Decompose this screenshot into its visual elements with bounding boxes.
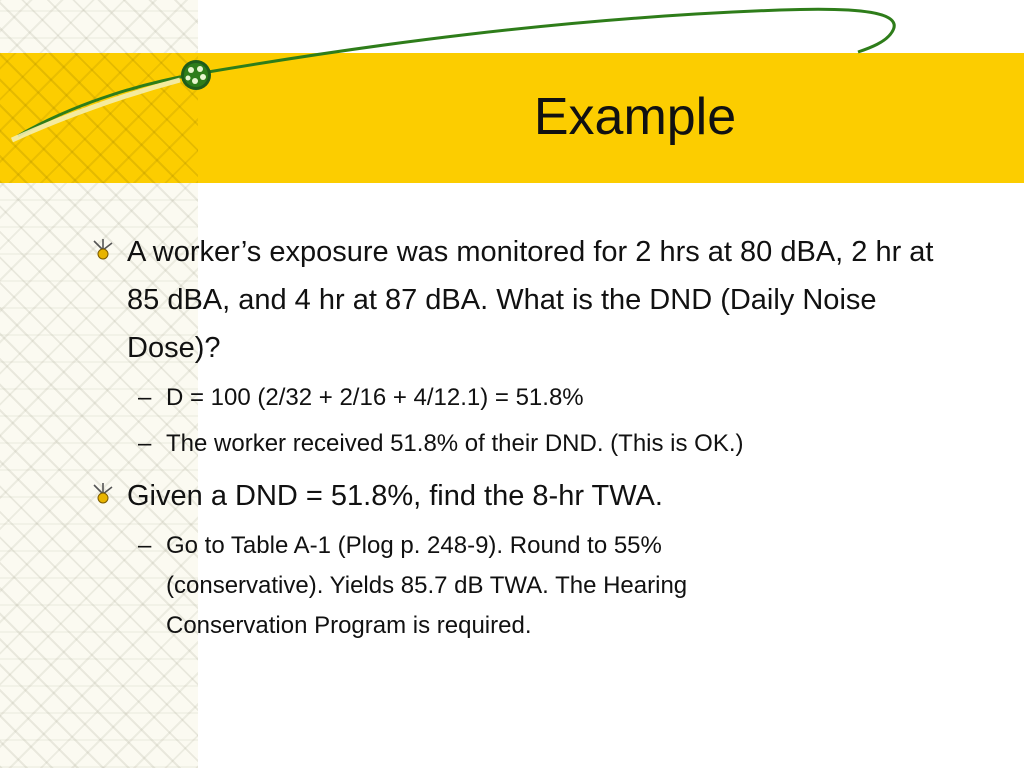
dash-marker: – — [138, 384, 152, 411]
swoosh-ball-icon — [181, 60, 211, 90]
dash-marker: – — [138, 532, 152, 559]
sub-bullet-1-1 — [138, 378, 970, 418]
bullet-item-1 — [90, 228, 970, 372]
sub-bullet-text: Go to Table A-1 (Plog p. 248-9). Round to 55% (conservative). Yields 85.7 dB TWA. The Hearing Conservation Program is required. — [166, 532, 688, 639]
slide-content — [90, 228, 970, 646]
bullet-flower-icon — [90, 481, 116, 507]
bullet-text-1: A worker’s exposure was monitored for 2 hrs at 80 dBA, 2 hr at 85 dBA, and 4 hr at 87 dBA. What is the DND (Daily Noise Dose)? — [127, 236, 934, 364]
dash-marker: – — [138, 430, 152, 457]
sub-bullet-text: The worker received 51.8% of their DND. (This is OK.) — [166, 430, 744, 457]
bullet-text-2: Given a DND = 51.8%, find the 8-hr TWA. — [127, 480, 663, 512]
sub-bullet-text: D = 100 (2/32 + 2/16 + 4/12.1) = 51.8% — [166, 384, 584, 411]
bullet-flower-icon — [90, 237, 116, 263]
swoosh-light-trail — [12, 80, 180, 140]
sub-bullet-2-1 — [138, 526, 970, 646]
slide-title: Example — [533, 88, 737, 146]
bullet-item-2 — [90, 472, 970, 520]
sub-bullet-1-2 — [138, 424, 970, 464]
